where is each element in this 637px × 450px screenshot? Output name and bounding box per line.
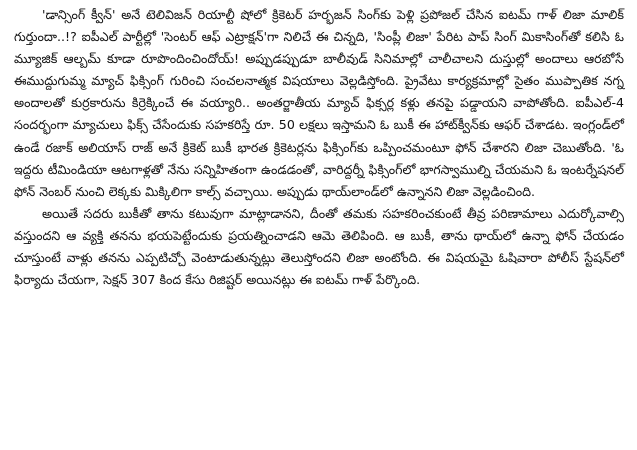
article-paragraph-1: 'డాన్సింగ్ క్వీన్' అనే టెలివిజన్ రియాల్టీ షోలో క్రికెటర్ హర్భజన్ సింగ్‌కు పెళ్లి ప్రపోజల్ చేసిన ఐటమ్ గాళ్ లిజా మాలిక్ గుర్తుందా..!? ఐపీఎల్ పార్టీల్లో 'సెంటర్ ఆఫ్ ఎట్రాక్షన్'గా నిలిచే ఈ చిన్నది, 'సింప్లీ లిజా' పేరిట పాప్ సింగ్ మికాసింగ్‌తో కలిసి ఓ మ్యూజిక్ ఆల్బమ్ కూడా రూపొందించిందోయ్! అప్పుడప్పుడూ బాలీవుడ్ సినిమాల్లో చాలీచాలని దుస్తుల్లో అందాలు ఆరబోసే ఈముద్దుగుమ్మ మ్యాచ్ ఫిక్సింగ్ గురించి సంచలనాత్మక విషయాలు వెల్లడిస్తోంది. ప్రైవేటు కార్యక్రమాల్లో సైతం ముప్పాతిక నగ్న అందాలతో కుర్రకారును కిర్రెక్కించే ఈ వయ్యారి.. అంతర్జాతీయ మ్యాచ్ ఫిక్సర్ల కళ్లు తనపై పడ్డాయని వాపోతోంది. ఐపీఎల్-4 సందర్భంగా మ్యాచులు ఫిక్స్ చేసేందుకు సహకరిస్తే రూ. 50 లక్షలు ఇస్తామని ఓ బుకీ ఈ హాట్‌క్వీన్‌కు ఆఫర్ చేశాడట. ఇంగ్లండ్‌లో ఉండే రజాక్ అలియాస్ రాజ్ అనే క్రికెట్ బుకీ భారత క్రికెటర్లను ఫిక్సింగ్‌కు ఒప్పించమంటూ ఫోన్ చేశారని లిజా చెబుతోంది. 'ఓ ఇద్దరు టీమిండియా ఆటగాళ్లతో నేను సన్నిహితంగా ఉండడంతో, వారిద్దర్నీ ఫిక్సింగ్‌లో భాగస్వాముల్ని చేయమని ఓ ఇంటర్నేషనల్ ఫోన్ నెంబర్ నుంచి లెక్కకు మిక్కిలిగా కాల్స్ వచ్చాయి. అప్పుడు థాయ్‌లాండ్‌లో ఉన్నానని లిజా వెల్లడించింది. bbox=[14, 7, 624, 199]
article-paragraph-2: అయితే సదరు బుకీతో తాను కటువుగా మాట్లాడానని, దీంతో తమకు సహకరించకుంటే తీవ్ర పరిణామాలు ఎదుర్కోవాల్సి వస్తుందని ఆ వ్యక్తి తనను భయపెట్టేందుకు ప్రయత్నించాడని ఆమె తెలిపింది. ఆ బుకీ, తాను థాయ్‌లో ఉన్నా ఫోన్ చేయడం చూస్తుంటే వాళ్లు తనను ఎప్పటిచ్చో వెంటాడుతున్నట్లు తెలుస్తోందని లిజా అంటోంది. ఈ విషయమై ఓషివారా పోలీస్ స్టేషన్‌లో ఫిర్యాదు చేయగా, సెక్షన్ 307 కింద కేసు రిజిష్టర్ అయినట్లు ఈ ఐటమ్ గాళ్ పేర్కొంది. bbox=[14, 205, 624, 288]
article-body bbox=[14, 4, 624, 291]
